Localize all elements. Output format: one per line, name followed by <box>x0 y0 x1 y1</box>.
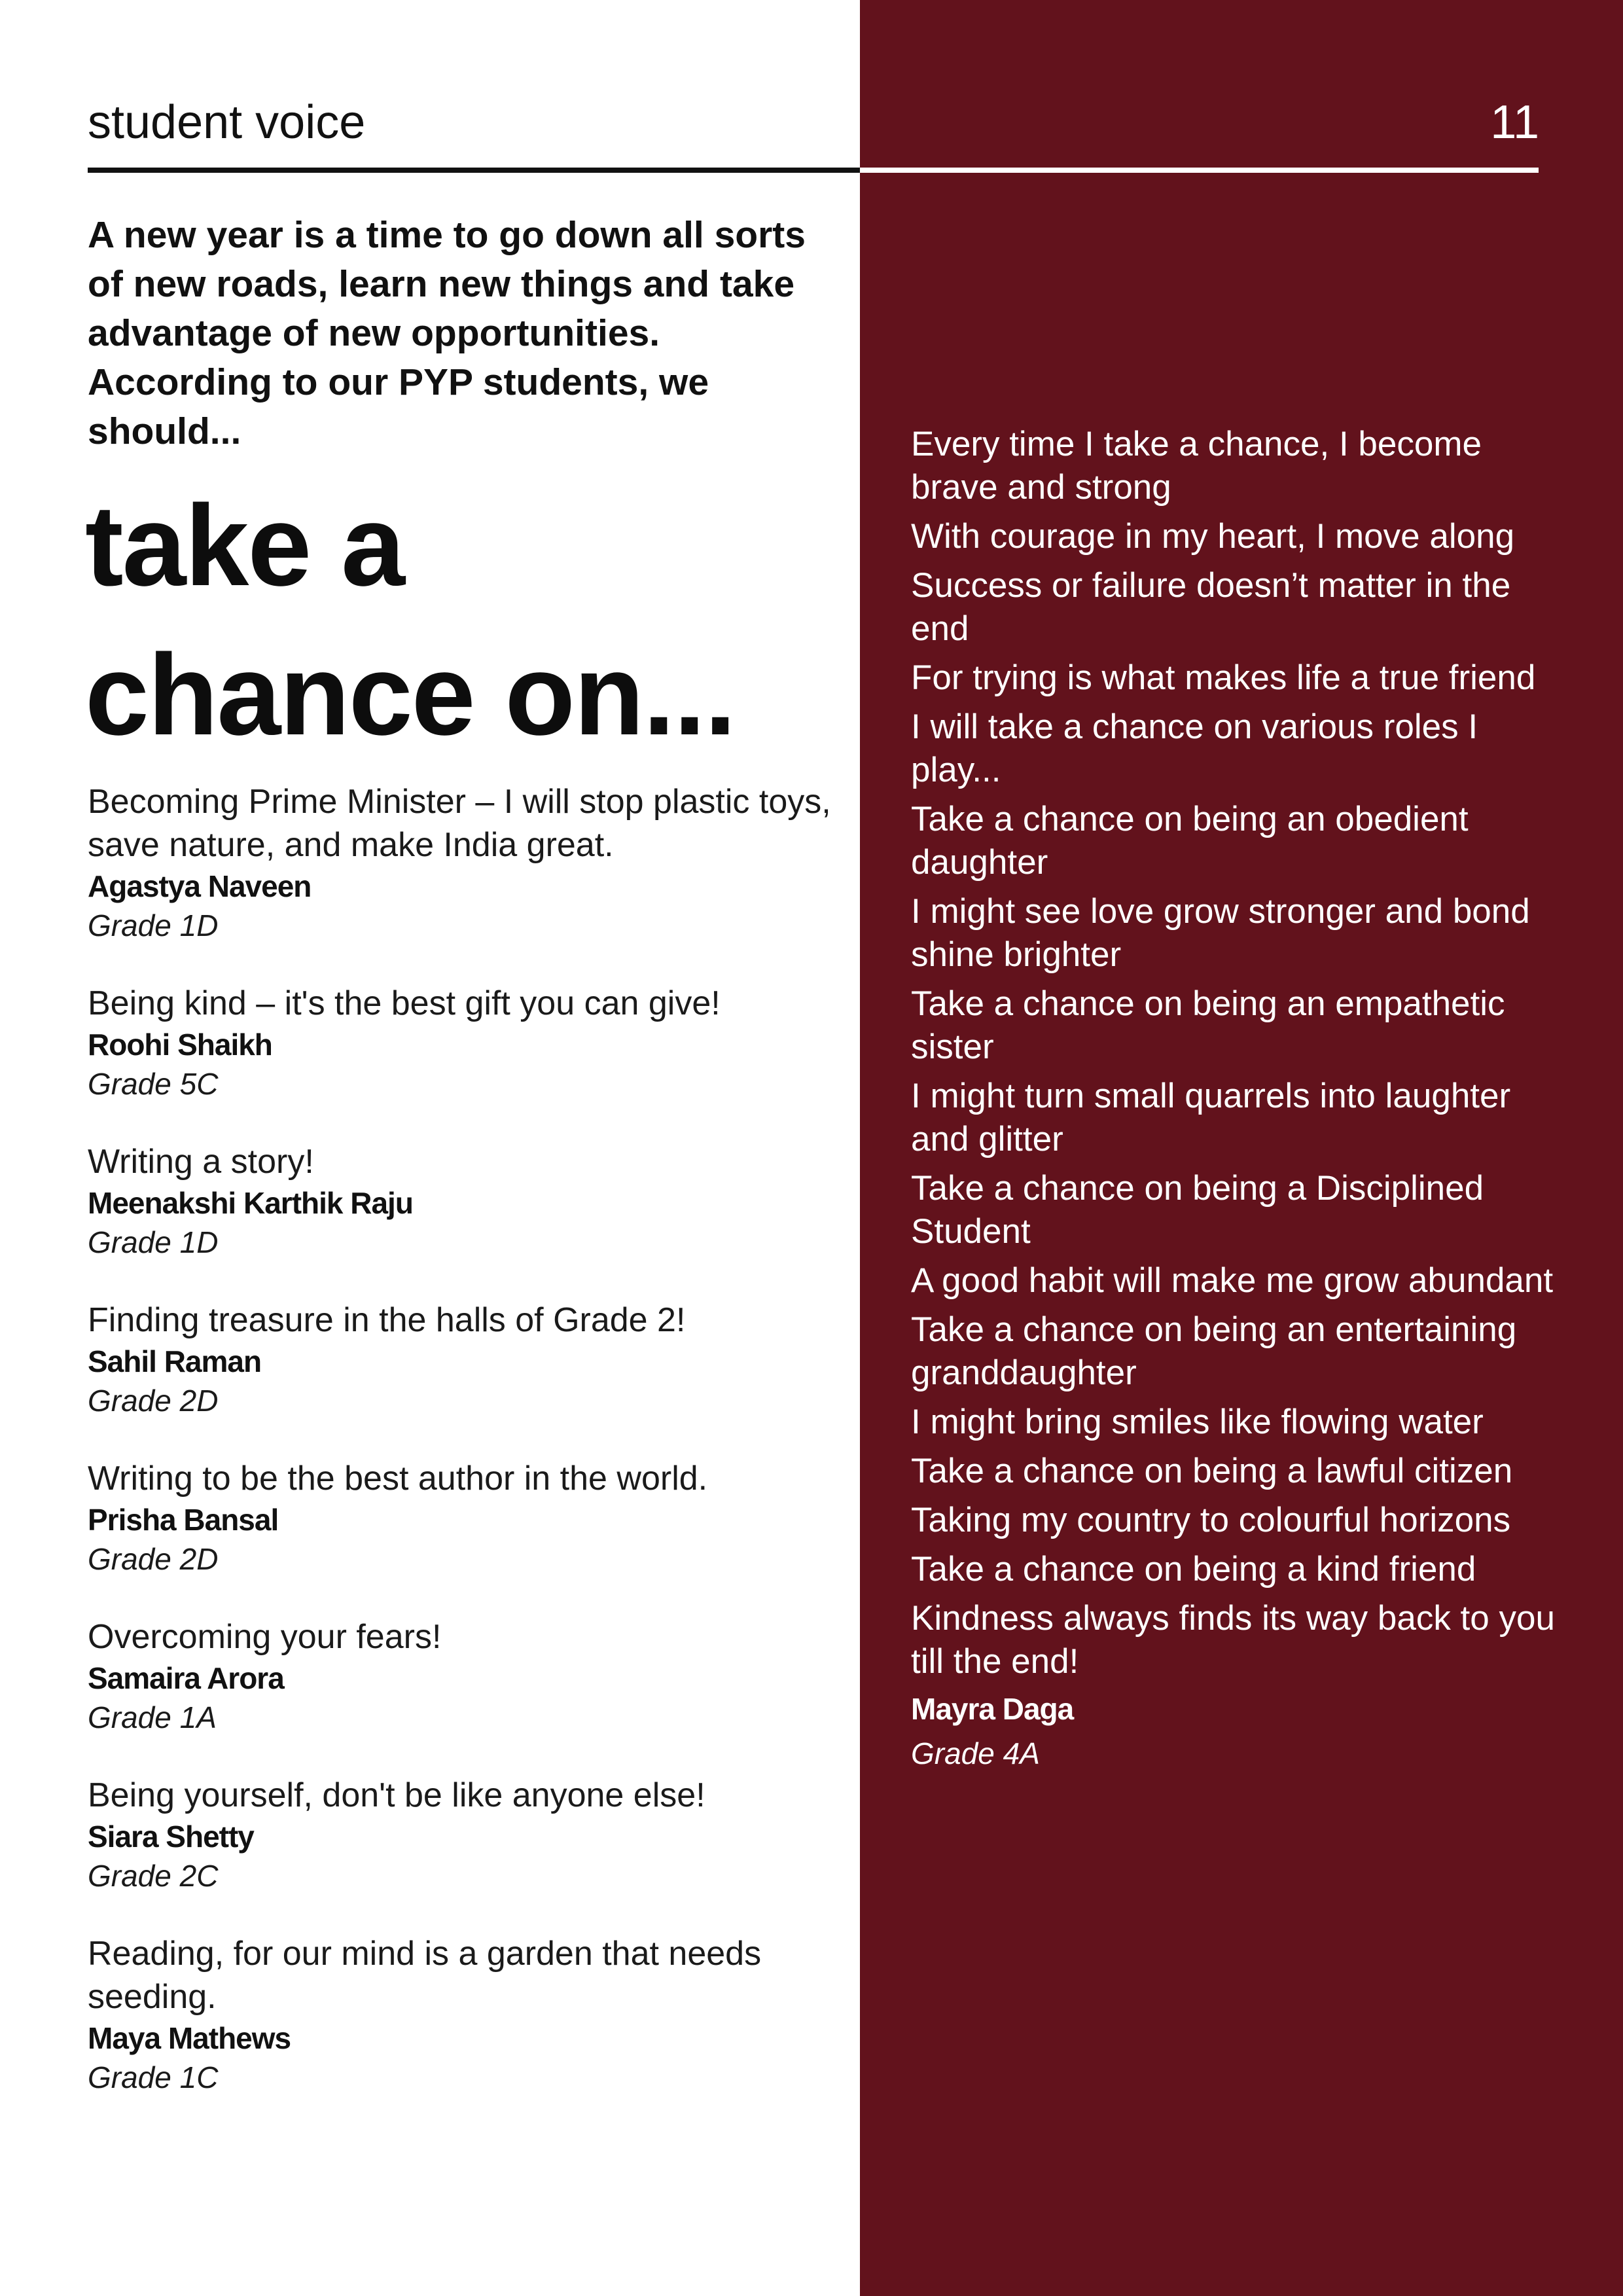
entry-author: Prisha Bansal <box>88 1503 279 1537</box>
poem-line: Take a chance on being a kind friend <box>911 1550 1476 1588</box>
section-label: student voice <box>88 96 366 149</box>
entry-grade: Grade 1D <box>88 1225 219 1259</box>
student-entries <box>88 780 847 2134</box>
poem-author: Mayra Daga <box>911 1692 1074 1726</box>
entry-author: Roohi Shaikh <box>88 1028 272 1062</box>
page-number: 11 <box>1490 96 1539 149</box>
poem-line: Taking my country to colourful horizons <box>911 1501 1511 1539</box>
student-entry <box>88 1457 847 1579</box>
intro-paragraph: A new year is a time to go down all sorts of new roads, learn new things and take advantage of new opportunities. According to our PYP students, we should... <box>88 214 806 452</box>
poem-line: A good habit will make me grow abundant <box>911 1261 1554 1300</box>
entry-author: Agastya Naveen <box>88 869 312 903</box>
header-rule-left <box>88 168 860 173</box>
student-entry <box>88 1774 847 1895</box>
entry-grade: Grade 2C <box>88 1859 219 1893</box>
poem-line: Kindness always finds its way back to you till the end! <box>911 1599 1555 1681</box>
entry-grade: Grade 2D <box>88 1384 219 1418</box>
poem-line: With courage in my heart, I move along <box>911 517 1515 556</box>
entry-text: Finding treasure in the halls of Grade 2! <box>88 1301 686 1339</box>
poem-line: I might see love grow stronger and bond shine brighter <box>911 892 1530 974</box>
student-entry <box>88 982 847 1103</box>
entry-grade: Grade 2D <box>88 1542 219 1576</box>
student-entry <box>88 1932 847 2097</box>
entry-author: Maya Mathews <box>88 2021 291 2055</box>
student-entry <box>88 1140 847 1262</box>
headline-line-1: take a <box>85 482 404 610</box>
entry-author: Samaira Arora <box>88 1661 284 1695</box>
entry-grade: Grade 1C <box>88 2060 219 2094</box>
entry-grade: Grade 5C <box>88 1067 219 1101</box>
entry-author: Meenakshi Karthik Raju <box>88 1186 413 1220</box>
poem-line: Take a chance on being an obedient daughter <box>911 800 1469 882</box>
headline <box>85 471 844 770</box>
poem-line: I might bring smiles like flowing water <box>911 1403 1484 1441</box>
entry-grade: Grade 1D <box>88 908 219 942</box>
student-entry <box>88 780 847 945</box>
entry-author: Siara Shetty <box>88 1820 254 1854</box>
poem-line: I might turn small quarrels into laughter and glitter <box>911 1077 1511 1158</box>
entry-text: Being yourself, don't be like anyone else! <box>88 1776 705 1814</box>
entry-author: Sahil Raman <box>88 1344 262 1378</box>
entry-text: Writing to be the best author in the world. <box>88 1460 708 1498</box>
poem-line: Take a chance on being a lawful citizen <box>911 1452 1513 1490</box>
entry-grade: Grade 1A <box>88 1700 217 1734</box>
poem-line: Every time I take a chance, I become brave and strong <box>911 425 1482 507</box>
poem <box>911 423 1565 1773</box>
entry-text: Overcoming your fears! <box>88 1618 442 1656</box>
poem-line: Take a chance on being an entertaining granddaughter <box>911 1310 1517 1392</box>
student-entry <box>88 1615 847 1737</box>
poem-grade: Grade 4A <box>911 1736 1040 1770</box>
entry-text: Reading, for our mind is a garden that needs seeding. <box>88 1935 762 2016</box>
poem-line: Success or failure doesn’t matter in the end <box>911 566 1511 648</box>
entry-text: Being kind – it's the best gift you can give! <box>88 984 721 1022</box>
poem-line: Take a chance on being a Disciplined Student <box>911 1169 1484 1251</box>
entry-text: Writing a story! <box>88 1143 314 1181</box>
poem-line: I will take a chance on various roles I play... <box>911 708 1478 789</box>
poem-line: Take a chance on being an empathetic sister <box>911 984 1505 1066</box>
entry-text: Becoming Prime Minister – I will stop plastic toys, save nature, and make India great. <box>88 783 831 864</box>
header-rule-right <box>860 168 1539 173</box>
headline-line-2: chance on... <box>85 631 736 759</box>
student-entry <box>88 1299 847 1420</box>
poem-line: For trying is what makes life a true friend <box>911 658 1536 697</box>
